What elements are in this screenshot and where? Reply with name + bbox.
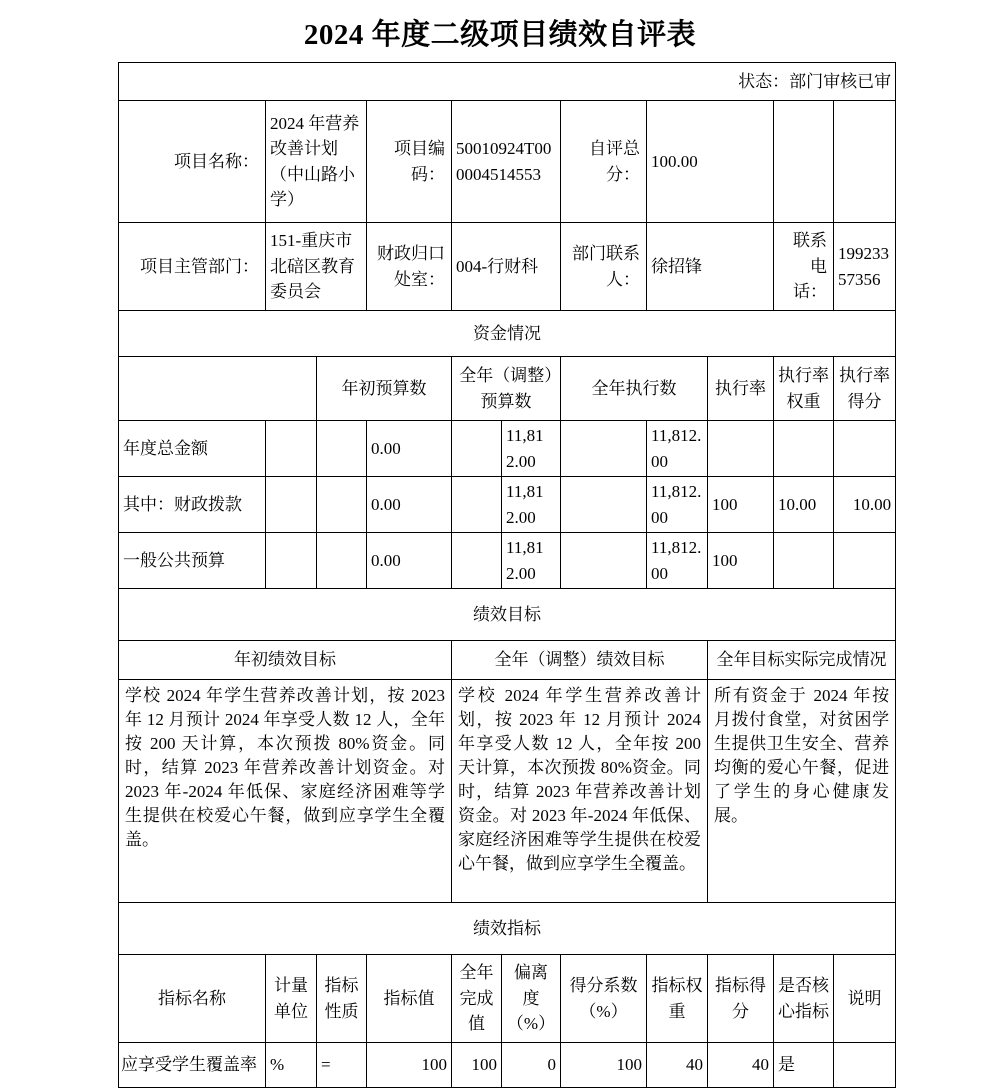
indicator-header-score-coefficient: 得分系数（%） [561, 955, 647, 1043]
indicator-header-weight: 指标权重 [647, 955, 708, 1043]
indicator-header-nature: 指标性质 [317, 955, 367, 1043]
initial-goal-text: 学校 2024 年学生营养改善计划，按 2023 年 12 月预计 2024 年享受人数 12 人，全年按 200 天计算，本次预拨 80%资金。同时，结算 2023 年营养改善计划资金。对 2023 年-2024 年低保、家庭经济困难等学生提供在校爱心午餐，做到应享学生全覆盖。 [119, 680, 452, 903]
indicator-header-target: 指标值 [367, 955, 452, 1043]
project-code-value: 50010924T000004514553 [452, 101, 561, 223]
funding-rate-weight [774, 421, 834, 477]
goals-header-adjusted: 全年（调整）绩效目标 [452, 641, 708, 680]
finance-office-value: 004-行财科 [452, 223, 561, 311]
phone-label: 联系电话： [774, 223, 834, 311]
self-score-label: 自评总分： [561, 101, 647, 223]
funding-rate-weight: 10.00 [774, 477, 834, 533]
empty-cell [452, 477, 502, 533]
funding-section-title: 资金情况 [119, 311, 896, 357]
funding-header-adjusted-budget: 全年（调整）预算数 [452, 357, 561, 421]
empty-cell [317, 421, 367, 477]
empty-cell [561, 533, 647, 589]
empty-cell [561, 477, 647, 533]
funding-rate-score [834, 533, 896, 589]
funding-execution-rate: 100 [708, 533, 774, 589]
funding-initial-budget: 0.00 [367, 533, 452, 589]
funding-row-label: 其中：财政拨款 [119, 477, 266, 533]
funding-rate-weight [774, 533, 834, 589]
funding-adjusted-budget: 11,812.00 [502, 421, 561, 477]
indicator-unit: % [266, 1043, 317, 1088]
empty-cell [266, 421, 317, 477]
funding-header-rate-score: 执行率得分 [834, 357, 896, 421]
indicator-header-completed: 全年完成值 [452, 955, 502, 1043]
indicator-is-core: 是 [774, 1043, 834, 1088]
adjusted-goal-text: 学校 2024 年学生营养改善计划，按 2023 年 12 月预计 2024 年享受人数 12 人，全年按 200 天计算，本次预拨 80%资金。同时，结算 2023 年营养改善计划资金。对 2023 年-2024 年低保、家庭经济困难等学生提供在校爱心午餐，做到应享学生全覆盖。 [452, 680, 708, 903]
contact-value: 徐招锋 [647, 223, 774, 311]
goals-section-title: 绩效目标 [119, 589, 896, 641]
empty-header-cell [119, 357, 317, 421]
funding-rate-score: 10.00 [834, 477, 896, 533]
funding-executed: 11,812.00 [647, 421, 708, 477]
indicators-section-title: 绩效指标 [119, 903, 896, 955]
indicator-header-note: 说明 [834, 955, 896, 1043]
funding-row-label: 年度总金额 [119, 421, 266, 477]
indicator-header-is-core: 是否核心指标 [774, 955, 834, 1043]
indicator-note [834, 1043, 896, 1088]
funding-execution-rate: 100 [708, 477, 774, 533]
project-name-label: 项目名称： [119, 101, 266, 223]
phone-value: 19923357356 [834, 223, 896, 311]
funding-execution-rate [708, 421, 774, 477]
funding-initial-budget: 0.00 [367, 421, 452, 477]
indicator-completed: 100 [452, 1043, 502, 1088]
funding-header-executed: 全年执行数 [561, 357, 708, 421]
funding-header-rate-weight: 执行率权重 [774, 357, 834, 421]
empty-cell [266, 477, 317, 533]
contact-label: 部门联系人： [561, 223, 647, 311]
self-score-value: 100.00 [647, 101, 774, 223]
empty-cell [561, 421, 647, 477]
funding-rate-score [834, 421, 896, 477]
empty-cell [452, 533, 502, 589]
funding-executed: 11,812.00 [647, 477, 708, 533]
dept-label: 项目主管部门： [119, 223, 266, 311]
funding-executed: 11,812.00 [647, 533, 708, 589]
indicator-name: 应享受学生覆盖率 [119, 1043, 266, 1088]
empty-cell [834, 101, 896, 223]
funding-header-execution-rate: 执行率 [708, 357, 774, 421]
indicator-score: 40 [708, 1043, 774, 1088]
empty-cell [266, 533, 317, 589]
actual-completion-text: 所有资金于 2024 年按月拨付食堂，对贫困学生提供卫生安全、营养均衡的爱心午餐，促进了学生的身心健康发展。 [708, 680, 896, 903]
self-evaluation-form-table [118, 62, 896, 1088]
goals-header-actual: 全年目标实际完成情况 [708, 641, 896, 680]
funding-initial-budget: 0.00 [367, 477, 452, 533]
indicator-weight: 40 [647, 1043, 708, 1088]
indicator-nature: = [317, 1043, 367, 1088]
goals-header-initial: 年初绩效目标 [119, 641, 452, 680]
funding-row-label: 一般公共预算 [119, 533, 266, 589]
funding-header-initial-budget: 年初预算数 [317, 357, 452, 421]
empty-cell [452, 421, 502, 477]
indicator-header-deviation: 偏离度（%） [502, 955, 561, 1043]
finance-office-label: 财政归口处室： [367, 223, 452, 311]
indicator-header-score: 指标得分 [708, 955, 774, 1043]
funding-adjusted-budget: 11,812.00 [502, 477, 561, 533]
dept-value: 151-重庆市北碚区教育委员会 [266, 223, 367, 311]
status-text: 状态：部门审核已审 [119, 63, 896, 101]
indicator-deviation: 0 [502, 1043, 561, 1088]
project-name-value: 2024 年营养改善计划（中山路小学） [266, 101, 367, 223]
empty-cell [317, 477, 367, 533]
indicator-header-name: 指标名称 [119, 955, 266, 1043]
empty-cell [317, 533, 367, 589]
project-code-label: 项目编码： [367, 101, 452, 223]
indicator-score-coefficient: 100 [561, 1043, 647, 1088]
empty-cell [774, 101, 834, 223]
page-title: 2024 年度二级项目绩效自评表 [303, 19, 697, 51]
funding-adjusted-budget: 11,812.00 [502, 533, 561, 589]
indicator-target: 100 [367, 1043, 452, 1088]
indicator-header-unit: 计量单位 [266, 955, 317, 1043]
